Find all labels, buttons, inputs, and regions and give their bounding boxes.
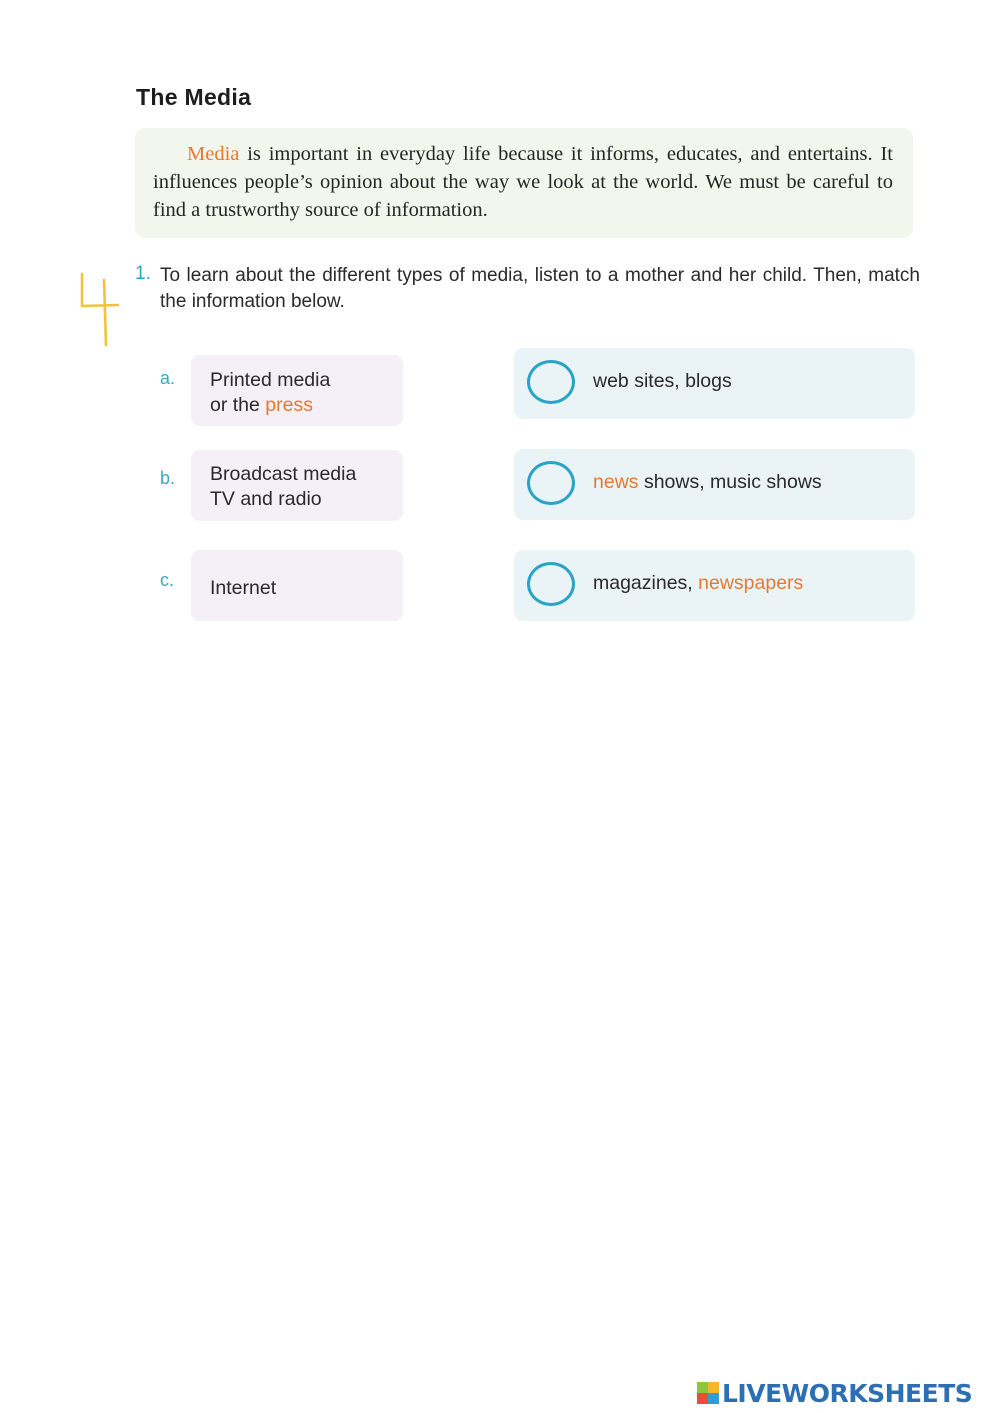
right-card-text [593,370,732,393]
left-card-line2-highlight: press [265,394,313,416]
right-card-text-plain: web sites, blogs [593,370,732,392]
left-card-text [210,462,356,512]
item-letter-a: a. [160,368,176,388]
left-card-c [191,550,403,621]
left-card-line2 [210,393,330,418]
intro-text [153,140,893,224]
right-card-text-highlight: newspapers [698,572,804,594]
page-title: The Media [136,84,252,110]
handwritten-four-annotation [74,270,124,348]
right-card-2 [514,449,915,520]
intro-body: is important in everyday life because it informs, educates, and entertains. It influences people’s opinion about the way we look at the world. We must be careful to find a trustworthy source of information. [153,143,893,221]
right-card-text [593,471,822,494]
item-letter-c: c. [160,570,175,590]
left-card-line2: TV and radio [210,488,322,510]
liveworksheets-logo-icon [697,1382,719,1404]
left-card-text [210,576,276,601]
right-card-3 [514,550,915,621]
question-number: 1. [135,263,151,284]
right-card-text-plain: magazines, [593,572,699,594]
right-card-text-highlight: news [593,471,639,493]
liveworksheets-logo [697,1378,972,1408]
intro-box [135,128,913,238]
answer-circle-1[interactable] [527,360,575,404]
left-card-line2-prefix: or the [210,394,266,416]
answer-circle-3[interactable] [527,562,575,606]
left-card-text [210,368,330,418]
left-card-line1: Internet [210,577,277,599]
intro-highlight: Media [187,143,240,165]
right-card-text-plain: shows, music shows [638,471,822,493]
liveworksheets-logo-text: LIVEWORKSHEETS [722,1378,973,1408]
answer-circle-2[interactable] [527,461,575,505]
left-card-line1: Broadcast media [210,463,357,485]
left-card-b [191,450,403,521]
right-card-text [593,572,803,595]
question-text: To learn about the different types of media, listen to a mother and her child. Then, match the information below. [160,265,920,312]
left-card-line1: Printed media [210,369,331,391]
right-card-1 [514,348,915,419]
left-card-a [191,355,403,426]
item-letter-b: b. [160,468,176,488]
